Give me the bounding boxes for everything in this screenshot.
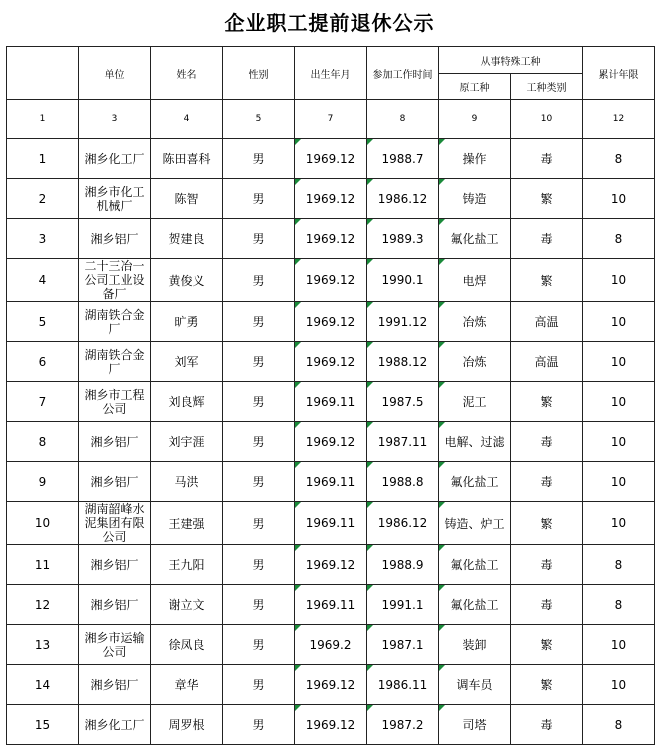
type-category-cell: 繁 [511,259,583,302]
years-cell: 10 [583,665,655,705]
header-sex: 性别 [223,47,295,100]
sex-cell: 男 [223,342,295,382]
sex-cell: 男 [223,462,295,502]
birth-date-cell: 1969.11 [295,502,367,545]
birth-date-cell: 1969.12 [295,179,367,219]
sex-cell: 男 [223,585,295,625]
row-number-cell: 14 [7,665,79,705]
work-start-cell: 1987.2 [367,705,439,745]
sex-cell: 男 [223,625,295,665]
years-cell: 8 [583,139,655,179]
table-row [7,625,655,665]
unit-cell: 湘乡市运输公司 [79,625,151,665]
name-cell: 刘军 [151,342,223,382]
unit-cell: 湘乡铝厂 [79,422,151,462]
birth-date-cell: 1969.12 [295,259,367,302]
years-cell: 8 [583,545,655,585]
header-orig-type: 原工种 [439,74,511,100]
birth-date-cell: 1969.11 [295,585,367,625]
years-cell: 10 [583,259,655,302]
header-no [7,47,79,100]
name-cell: 章华 [151,665,223,705]
type-category-cell: 毒 [511,219,583,259]
work-type-cell: 氟化盐工 [439,219,511,259]
work-type-cell: 铸造、炉工 [439,502,511,545]
type-category-cell: 繁 [511,179,583,219]
years-cell: 10 [583,179,655,219]
table-row [7,502,655,545]
name-cell: 黄俊义 [151,259,223,302]
work-start-cell: 1989.3 [367,219,439,259]
years-cell: 8 [583,705,655,745]
name-cell: 王建强 [151,502,223,545]
unit-cell: 湘乡铝厂 [79,665,151,705]
work-start-cell: 1988.12 [367,342,439,382]
row-number-cell: 10 [7,502,79,545]
column-number: 7 [295,100,367,139]
row-number-cell: 9 [7,462,79,502]
years-cell: 10 [583,422,655,462]
type-category-cell: 毒 [511,462,583,502]
header-special-group: 从事特殊工种 [439,47,583,74]
work-type-cell: 操作 [439,139,511,179]
header-type-category: 工种类别 [511,74,583,100]
name-cell: 王九阳 [151,545,223,585]
table-row [7,342,655,382]
unit-cell: 湘乡铝厂 [79,462,151,502]
unit-cell: 湖南韶峰水泥集团有限公司 [79,502,151,545]
row-number-cell: 2 [7,179,79,219]
birth-date-cell: 1969.2 [295,625,367,665]
name-cell: 陈智 [151,179,223,219]
name-cell: 陈田喜科 [151,139,223,179]
work-start-cell: 1991.1 [367,585,439,625]
years-cell: 10 [583,382,655,422]
work-start-cell: 1988.9 [367,545,439,585]
name-cell: 谢立文 [151,585,223,625]
work-type-cell: 装卸 [439,625,511,665]
name-cell: 刘宇涯 [151,422,223,462]
years-cell: 10 [583,302,655,342]
sex-cell: 男 [223,179,295,219]
work-type-cell: 铸造 [439,179,511,219]
type-category-cell: 高温 [511,302,583,342]
type-category-cell: 繁 [511,382,583,422]
sex-cell: 男 [223,545,295,585]
work-type-cell: 氟化盐工 [439,462,511,502]
sex-cell: 男 [223,422,295,462]
birth-date-cell: 1969.12 [295,705,367,745]
column-number-row [7,100,655,139]
work-type-cell: 冶炼 [439,342,511,382]
unit-cell: 二十三冶一公司工业设备厂 [79,259,151,302]
name-cell: 贺建良 [151,219,223,259]
row-number-cell: 3 [7,219,79,259]
table-row [7,462,655,502]
column-number: 4 [151,100,223,139]
work-start-cell: 1990.1 [367,259,439,302]
unit-cell: 湘乡市化工机械厂 [79,179,151,219]
table-row [7,382,655,422]
sex-cell: 男 [223,382,295,422]
work-start-cell: 1988.7 [367,139,439,179]
type-category-cell: 繁 [511,625,583,665]
work-start-cell: 1986.11 [367,665,439,705]
unit-cell: 湖南铁合金厂 [79,302,151,342]
name-cell: 旷勇 [151,302,223,342]
unit-cell: 湘乡化工厂 [79,705,151,745]
years-cell: 8 [583,585,655,625]
work-start-cell: 1986.12 [367,502,439,545]
years-cell: 10 [583,342,655,382]
name-cell: 周罗根 [151,705,223,745]
header-unit: 单位 [79,47,151,100]
row-number-cell: 15 [7,705,79,745]
sex-cell: 男 [223,139,295,179]
column-number: 3 [79,100,151,139]
column-number: 8 [367,100,439,139]
table-row [7,179,655,219]
row-number-cell: 7 [7,382,79,422]
name-cell: 刘良辉 [151,382,223,422]
table-row [7,259,655,302]
column-number: 5 [223,100,295,139]
years-cell: 10 [583,462,655,502]
column-number: 1 [7,100,79,139]
table-row [7,219,655,259]
birth-date-cell: 1969.12 [295,545,367,585]
table-row [7,139,655,179]
row-number-cell: 8 [7,422,79,462]
work-start-cell: 1987.5 [367,382,439,422]
work-type-cell: 冶炼 [439,302,511,342]
work-type-cell: 氟化盐工 [439,545,511,585]
name-cell: 马洪 [151,462,223,502]
table-row [7,665,655,705]
work-start-cell: 1987.11 [367,422,439,462]
unit-cell: 湘乡铝厂 [79,545,151,585]
sex-cell: 男 [223,665,295,705]
work-start-cell: 1991.12 [367,302,439,342]
work-type-cell: 氟化盐工 [439,585,511,625]
page-title: 企业职工提前退休公示 [224,11,435,35]
years-cell: 8 [583,219,655,259]
sex-cell: 男 [223,219,295,259]
column-number: 12 [583,100,655,139]
sex-cell: 男 [223,502,295,545]
row-number-cell: 6 [7,342,79,382]
table-row [7,705,655,745]
row-number-cell: 1 [7,139,79,179]
sex-cell: 男 [223,259,295,302]
unit-cell: 湘乡化工厂 [79,139,151,179]
work-start-cell: 1988.8 [367,462,439,502]
birth-date-cell: 1969.12 [295,665,367,705]
type-category-cell: 繁 [511,665,583,705]
header-name: 姓名 [151,47,223,100]
birth-date-cell: 1969.12 [295,422,367,462]
name-cell: 徐凤良 [151,625,223,665]
header-birth: 出生年月 [295,47,367,100]
work-type-cell: 泥工 [439,382,511,422]
birth-date-cell: 1969.12 [295,302,367,342]
column-number: 10 [511,100,583,139]
type-category-cell: 繁 [511,502,583,545]
column-number: 9 [439,100,511,139]
type-category-cell: 高温 [511,342,583,382]
sex-cell: 男 [223,705,295,745]
birth-date-cell: 1969.11 [295,462,367,502]
work-start-cell: 1986.12 [367,179,439,219]
unit-cell: 湘乡铝厂 [79,585,151,625]
unit-cell: 湖南铁合金厂 [79,342,151,382]
birth-date-cell: 1969.12 [295,342,367,382]
years-cell: 10 [583,502,655,545]
type-category-cell: 毒 [511,585,583,625]
row-number-cell: 5 [7,302,79,342]
work-start-cell: 1987.1 [367,625,439,665]
header-years: 累计年限 [583,47,655,100]
row-number-cell: 11 [7,545,79,585]
work-type-cell: 电解、过滤 [439,422,511,462]
years-cell: 10 [583,625,655,665]
sex-cell: 男 [223,302,295,342]
row-number-cell: 13 [7,625,79,665]
work-type-cell: 电焊 [439,259,511,302]
birth-date-cell: 1969.11 [295,382,367,422]
row-number-cell: 4 [7,259,79,302]
table-row [7,302,655,342]
type-category-cell: 毒 [511,422,583,462]
type-category-cell: 毒 [511,545,583,585]
type-category-cell: 毒 [511,705,583,745]
type-category-cell: 毒 [511,139,583,179]
work-type-cell: 调车员 [439,665,511,705]
table-row [7,545,655,585]
unit-cell: 湘乡铝厂 [79,219,151,259]
row-number-cell: 12 [7,585,79,625]
unit-cell: 湘乡市工程公司 [79,382,151,422]
table-row [7,422,655,462]
table-row [7,585,655,625]
birth-date-cell: 1969.12 [295,139,367,179]
header-work-start: 参加工作时间 [367,47,439,100]
retirement-table [6,46,655,745]
birth-date-cell: 1969.12 [295,219,367,259]
work-type-cell: 司塔 [439,705,511,745]
